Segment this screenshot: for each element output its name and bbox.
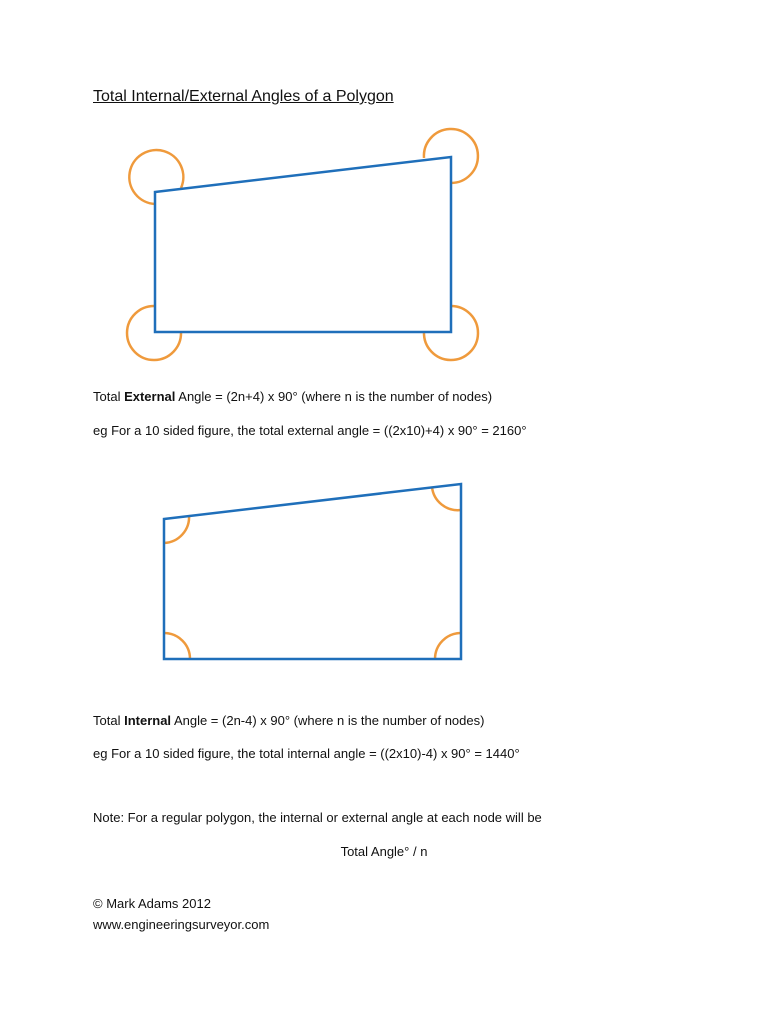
external-polygon <box>155 157 451 332</box>
external-arc-top-left <box>129 150 183 204</box>
total-angle-formula: Total Angle° / n <box>340 844 428 859</box>
internal-formula-bold: Internal <box>124 713 172 728</box>
internal-arc-bottom-left <box>164 633 190 659</box>
internal-formula <box>93 713 484 728</box>
internal-arc-top-right <box>432 487 461 510</box>
document-title: Total Internal/External Angles of a Polygon <box>93 88 394 105</box>
internal-formula-prefix: Total <box>93 713 125 728</box>
external-formula-prefix: Total <box>93 389 125 404</box>
external-formula-bold: External <box>124 389 176 404</box>
website-link[interactable]: www.engineeringsurveyor.com <box>93 917 270 932</box>
external-formula-rest: Angle = (2n+4) x 90° (where n is the number of nodes) <box>175 389 493 404</box>
internal-example: eg For a 10 sided figure, the total internal angle = ((2x10)-4) x 90° = 1440° <box>93 746 520 761</box>
regular-polygon-note: Note: For a regular polygon, the internal or external angle at each node will be <box>93 810 542 825</box>
internal-arc-bottom-right <box>435 633 461 659</box>
external-example: eg For a 10 sided figure, the total external angle = ((2x10)+4) x 90° = 2160° <box>93 423 527 438</box>
external-formula <box>93 389 492 404</box>
copyright: © Mark Adams 2012 <box>93 896 211 911</box>
internal-formula-rest: Angle = (2n-4) x 90° (where n is the number of nodes) <box>171 713 485 728</box>
internal-polygon <box>164 484 461 659</box>
